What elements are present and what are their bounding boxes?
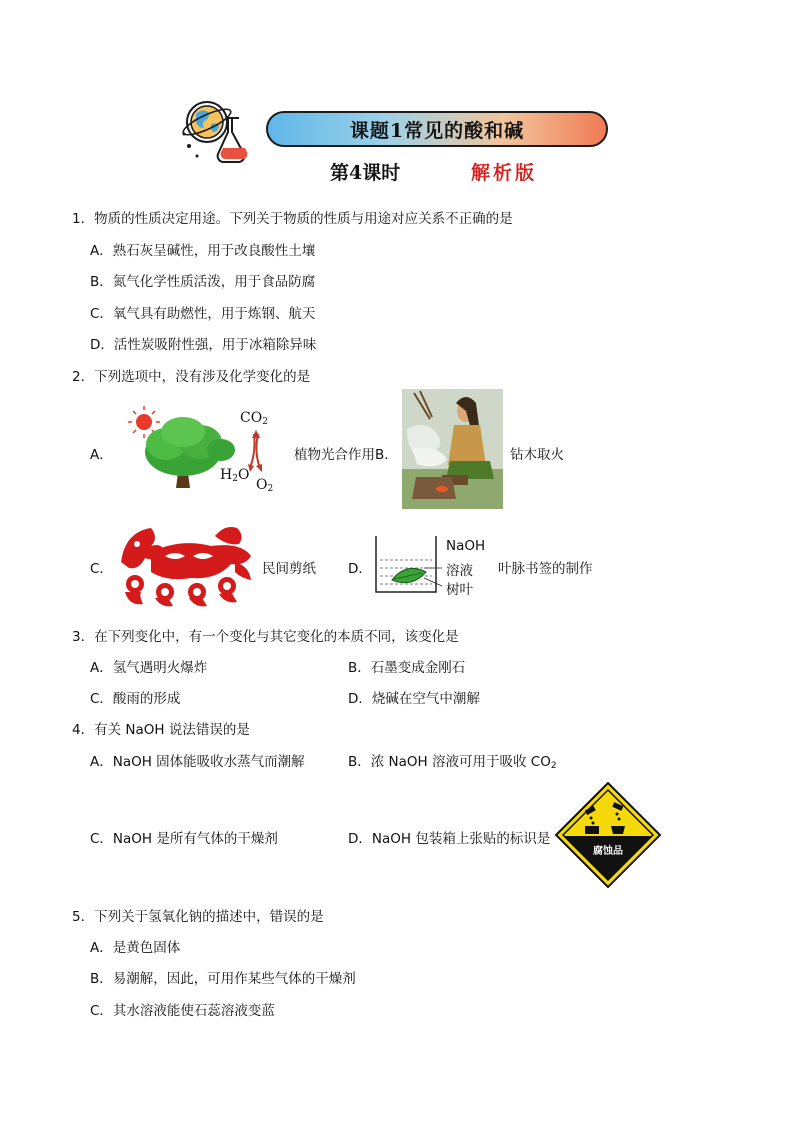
- corrosive-sign-text: 腐蚀品: [593, 846, 623, 857]
- question-2-option-b-label: 钻木取火: [510, 447, 564, 463]
- question-5-stem: 5．下列关于氢氧化钠的描述中，错误的是: [72, 909, 324, 925]
- question-4-option-d: D．NaOH 包装箱上张贴的标识是: [348, 831, 551, 847]
- question-4-option-c: C．NaOH 是所有气体的干燥剂: [90, 831, 278, 847]
- question-5-option-b: B．易潮解，因此，可用作某些气体的干燥剂: [90, 971, 356, 987]
- question-4-stem: 4．有关 NaOH 说法错误的是: [72, 722, 250, 738]
- header-logo: [180, 96, 260, 168]
- question-2-option-d-prefix: D．: [348, 561, 372, 577]
- beaker-naoh-label: NaOH: [446, 538, 486, 554]
- h2o-label: $H_2O$: [220, 467, 250, 484]
- question-3-option-b: B．石墨变成金刚石: [348, 660, 466, 676]
- question-1-option-d: D．活性炭吸附性强，用于冰箱除异味: [90, 337, 317, 353]
- leaf-icon: [392, 568, 426, 582]
- question-3-stem: 3．在下列变化中，有一个变化与其它变化的本质不同，该变化是: [72, 629, 459, 645]
- header-title: 课题1常见的酸和碱: [349, 119, 525, 142]
- question-2-option-a-prefix: A．: [90, 447, 113, 463]
- beaker-diagram: [372, 532, 452, 598]
- question-2-stem: 2．下列选项中，没有涉及化学变化的是: [72, 369, 311, 385]
- question-4-option-a: A．NaOH 固体能吸收水蒸气而潮解: [90, 754, 305, 770]
- question-1-stem: 1．物质的性质决定用途。下列关于物质的性质与用途对应关系不正确的是: [72, 211, 513, 227]
- question-3-option-a: A．氢气遇明火爆炸: [90, 660, 208, 676]
- globe-flask-icon: [180, 96, 260, 168]
- beaker-leaf-label: 树叶: [446, 582, 473, 598]
- question-2-option-a-label: 植物光合作用B．: [294, 447, 398, 463]
- question-2-option-c-prefix: C．: [90, 561, 113, 577]
- beaker-solution-label: 溶液: [446, 563, 473, 579]
- question-1-option-c: C．氧气具有助燃性，用于炼钢、航天: [90, 306, 316, 322]
- lesson-label: 第4课时: [330, 162, 401, 184]
- drilling-wood-fire-image: [402, 389, 503, 509]
- question-4-option-b: B．浓 NaOH 溶液可用于吸收 $CO_2$: [348, 754, 557, 771]
- question-1-option-a: A．熟石灰呈碱性，用于改良酸性土壤: [90, 243, 316, 259]
- question-5-option-a: A．是黄色固体: [90, 940, 181, 956]
- header-title-bar: [266, 111, 608, 147]
- question-2-option-c-label: 民间剪纸: [262, 561, 316, 577]
- question-1-option-b: B．氮气化学性质活泼，用于食品防腐: [90, 274, 316, 290]
- edition-label: 解析版: [471, 162, 538, 184]
- question-2-option-d-label: 叶脉书签的制作: [498, 561, 593, 577]
- paper-cut-image: [115, 522, 255, 608]
- co2-label: $CO_2$: [240, 410, 268, 427]
- o2-label: $O_2$: [256, 477, 274, 494]
- question-3-option-d: D．烧碱在空气中潮解: [348, 691, 480, 707]
- question-3-option-c: C．酸雨的形成: [90, 691, 181, 707]
- corrosive-sign: [555, 782, 661, 888]
- question-5-option-c: C．其水溶液能使石蕊溶液变蓝: [90, 1003, 275, 1019]
